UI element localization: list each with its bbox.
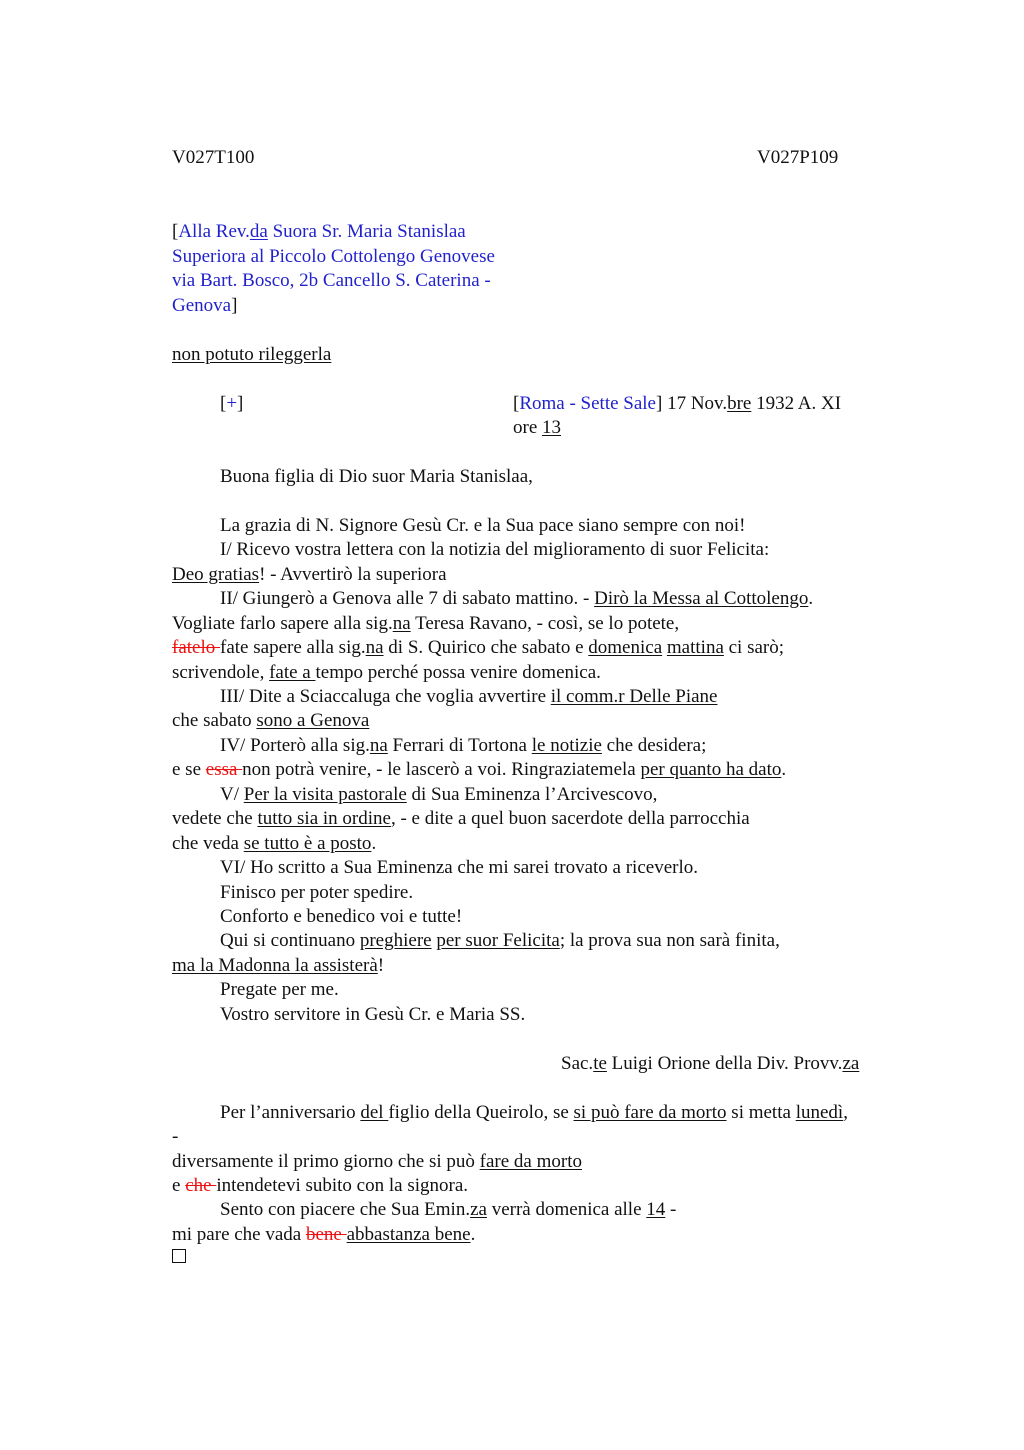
postscript-line: Sento con piacere che Sua Emin.za verrà domenica alle 14 - [220, 1199, 677, 1220]
body-line: ma la Madonna la assisterà! [172, 955, 385, 976]
body-line: Qui si continuano preghiere per suor Felicita; la prova sua non sarà finita, [220, 930, 780, 951]
body-line: IV/ Porterò alla sig.na Ferrari di Tortona le notizie che desidera; [220, 735, 707, 756]
body-line: che veda se tutto è a posto. [172, 833, 377, 854]
cross-mark: [+] [220, 393, 244, 414]
end-square-icon [172, 1249, 186, 1263]
body-line: II/ Giungerò a Genova alle 7 di sabato mattino. - Dirò la Messa al Cottolengo. [220, 588, 814, 609]
signature: Sac.te Luigi Orione della Div. Provv.za [561, 1053, 860, 1074]
body-line: La grazia di N. Signore Gesù Cr. e la Sua pace siano sempre con noi! [220, 515, 746, 536]
body-line: III/ Dite a Sciaccaluga che voglia avvertire il comm.r Delle Piane [220, 686, 718, 707]
body-line: Conforto e benedico voi e tutte! [220, 906, 463, 927]
body-line: vedete che tutto sia in ordine, - e dite a quel buon sacerdote della parrocchia [172, 808, 750, 829]
salutation: Buona figlia di Dio suor Maria Stanislaa, [220, 466, 533, 487]
note-top: non potuto rileggerla [172, 344, 332, 365]
address-line-3: via Bart. Bosco, 2b Cancello S. Caterina - [172, 270, 491, 291]
postscript-line: mi pare che vada bene abbastanza bene. [172, 1224, 476, 1245]
body-line: Pregate per me. [220, 979, 339, 1000]
body-line: che sabato sono a Genova [172, 710, 370, 731]
dateline-time: ore 13 [513, 417, 562, 438]
address-line-1: [Alla Rev.da Suora Sr. Maria Stanislaa [172, 221, 466, 242]
dateline-date: [Roma - Sette Sale] 17 Nov.bre 1932 A. XI [513, 393, 842, 414]
address-line-4: Genova] [172, 295, 238, 316]
document-code-left: V027T100 [172, 147, 255, 168]
postscript-line: Per l’anniversario del figlio della Queirolo, se si può fare da morto si metta lunedì, [220, 1102, 848, 1123]
body-line: V/ Per la visita pastorale di Sua Eminenza l’Arcivescovo, [220, 784, 658, 805]
postscript-line: diversamente il primo giorno che si può fare da morto [172, 1151, 582, 1172]
body-line: Vostro servitore in Gesù Cr. e Maria SS. [220, 1004, 526, 1025]
postscript-line: - [172, 1126, 179, 1147]
postscript-line: e che intendetevi subito con la signora. [172, 1175, 469, 1196]
address-line-2: Superiora al Piccolo Cottolengo Genovese [172, 246, 495, 267]
body-line: Finisco per poter spedire. [220, 882, 414, 903]
document-code-right: V027P109 [757, 147, 839, 168]
body-line: VI/ Ho scritto a Sua Eminenza che mi sarei trovato a riceverlo. [220, 857, 698, 878]
body-line: I/ Ricevo vostra lettera con la notizia del miglioramento di suor Felicita: [220, 539, 770, 560]
body-line: fatelo fate sapere alla sig.na di S. Quirico che sabato e domenica mattina ci sarò; [172, 637, 785, 658]
body-line: Deo gratias! - Avvertirò la superiora [172, 564, 447, 585]
body-line: Vogliate farlo sapere alla sig.na Teresa Ravano, - così, se lo potete, [172, 613, 680, 634]
body-line: scrivendole, fate a tempo perché possa venire domenica. [172, 662, 601, 683]
body-line: e se essa non potrà venire, - le lascerò a voi. Ringraziatemela per quanto ha dato. [172, 759, 787, 780]
